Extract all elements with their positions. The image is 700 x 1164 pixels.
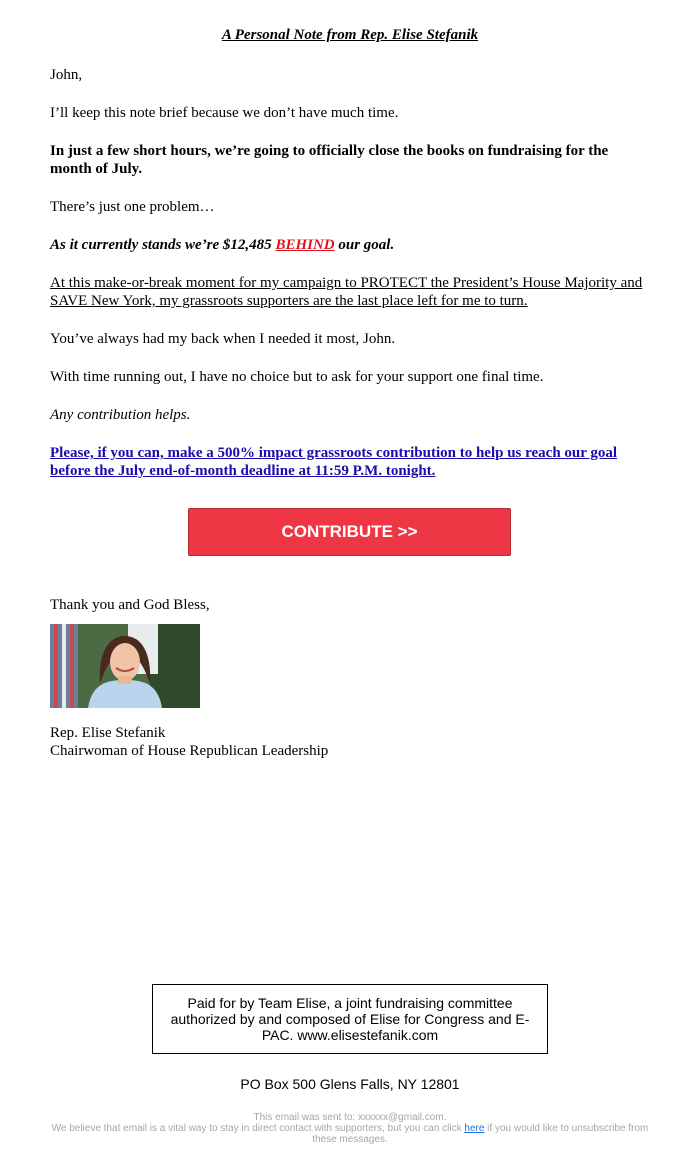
behind-text: BEHIND bbox=[275, 237, 335, 253]
unsubscribe-text: We believe that email is a vital way to stay in direct contact with supporters, but you can click bbox=[51, 1123, 465, 1134]
paragraph-problem: There’s just one problem… bbox=[50, 199, 215, 215]
portrait-photo bbox=[50, 624, 200, 708]
paragraph-deadline: In just a few short hours, we’re going to officially close the books on fundraising for the month of July. bbox=[50, 143, 609, 177]
mailing-address: PO Box 500 Glens Falls, NY 12801 bbox=[240, 1076, 460, 1092]
paragraph-any: Any contribution helps. bbox=[50, 407, 191, 423]
unsubscribe-link[interactable]: here bbox=[464, 1123, 485, 1134]
paragraph-protect: At this make-or-break moment for my campaign to PROTECT the President’s House Majority and SAVE New York, my grassroots supporters are the last place left for me to turn. bbox=[50, 275, 643, 309]
goal-text-end: our goal. bbox=[334, 237, 395, 253]
goal-text: As it currently stands we’re $12,485 bbox=[50, 237, 276, 253]
paragraph-goal bbox=[50, 236, 650, 254]
paid-for-disclaimer: Paid for by Team Elise, a joint fundraising committee authorized by and composed of Elise for Congress and E-PAC. www.elisestefanik.com bbox=[152, 984, 548, 1054]
signature bbox=[50, 724, 328, 760]
contribute-button[interactable]: CONTRIBUTE >> bbox=[188, 508, 511, 556]
sent-to-notice: This email was sent to: xxxxxx@gmail.com. bbox=[253, 1112, 447, 1123]
unsubscribe-notice bbox=[50, 1123, 650, 1145]
unsubscribe-text-end: if you would like to unsubscribe from these messages. bbox=[312, 1123, 649, 1145]
contribution-link[interactable]: Please, if you can, make a 500% impact grassroots contribution to help us reach our goal before the July end-of-month deadline at 11:59 P.M. tonight. bbox=[50, 445, 618, 479]
closing: Thank you and God Bless, bbox=[50, 597, 210, 613]
paragraph-brief: I’ll keep this note brief because we don’t have much time. bbox=[50, 105, 399, 121]
signature-title: Chairwoman of House Republican Leadership bbox=[50, 743, 329, 759]
email-title: A Personal Note from Rep. Elise Stefanik bbox=[221, 27, 479, 43]
greeting: John, bbox=[50, 67, 83, 83]
paragraph-back: You’ve always had my back when I needed it most, John. bbox=[50, 331, 396, 347]
signature-name: Rep. Elise Stefanik bbox=[50, 725, 166, 741]
paragraph-time: With time running out, I have no choice but to ask for your support one final time. bbox=[50, 369, 544, 385]
